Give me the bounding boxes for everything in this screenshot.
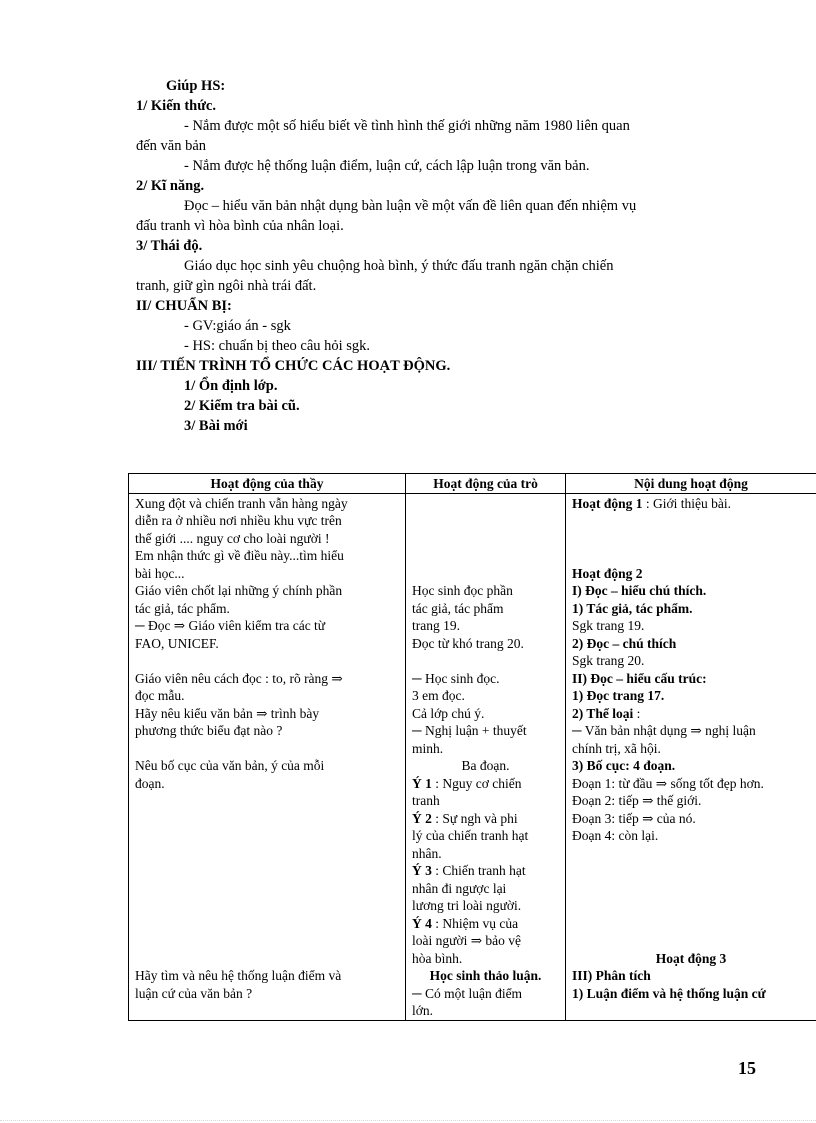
content-line: chính trị, xã hội. (572, 740, 661, 756)
table-header-row (129, 474, 816, 494)
content-line: Đoạn 4: còn lại. (572, 828, 659, 843)
preparation-line: - GV:giáo án - sgk (184, 318, 291, 334)
content-line: I) Đọc – hiểu chú thích. (572, 583, 707, 598)
content-line: ─ Văn bản nhật dụng ⇒ nghị luận (572, 723, 756, 738)
content-column (566, 493, 816, 1020)
activity-text: : Giới thiệu bài. (645, 495, 732, 511)
student-line: nhân đi ngược lại (412, 880, 507, 896)
content-line: III) Phân tích (572, 968, 651, 983)
lesson-activity-table (128, 473, 816, 1021)
teacher-line: Hãy tìm và nêu hệ thống luận điểm và (135, 968, 342, 983)
teacher-line: Hãy nêu kiểu văn bản ⇒ trình bày (135, 705, 320, 721)
header-content: Nội dung hoạt động (566, 474, 816, 494)
student-line: Đọc từ khó trang 20. (412, 635, 524, 651)
knowledge-line: - Nắm được một số hiểu biết về tình hình thế giới những năm 1980 liên quan (184, 118, 630, 134)
process-step: 1/ Ổn định lớp. (184, 378, 278, 394)
idea-4 (412, 915, 559, 933)
content-line: 3) Bố cục: 4 đoạn. (572, 758, 676, 773)
student-line: tác giả, tác phẩm (412, 600, 504, 616)
student-line: ─ Có một luận điểm (412, 985, 523, 1001)
idea-text: : Chiến tranh hạt (435, 863, 526, 878)
content-line (572, 705, 810, 723)
teacher-line: Giáo viên chốt lại những ý chính phần (135, 583, 343, 598)
teacher-line: luận cứ của văn bản ? (135, 985, 253, 1001)
student-line: Ba đoạn. (461, 758, 510, 773)
teacher-line: đọc mẫu. (135, 688, 185, 703)
section-skills-title: 2/ Kĩ năng. (136, 178, 205, 194)
process-step: 3/ Bài mới (184, 418, 248, 434)
page-bottom-rule (0, 1120, 816, 1121)
content-line: Đoạn 1: từ đầu ⇒ sống tốt đẹp hơn. (572, 775, 764, 791)
teacher-line: Xung đột và chiến tranh vẫn hàng ngày (135, 495, 348, 511)
preparation-line: - HS: chuẩn bị theo câu hỏi sgk. (184, 338, 371, 354)
teacher-line: Em nhận thức gì về điều này...tìm hiểu (135, 548, 344, 563)
content-line: Sgk trang 20. (572, 653, 645, 668)
activity-2-title: Hoạt động 2 (572, 565, 643, 581)
knowledge-line: - Nắm được hệ thống luận điểm, luận cứ, cách lập luận trong văn bản. (184, 158, 590, 174)
teacher-line: phương thức biểu đạt nào ? (135, 723, 283, 738)
teacher-line: tác giả, tác phẩm. (135, 600, 230, 616)
student-column (406, 493, 566, 1020)
section-process-title: III/ TIẾN TRÌNH TỔ CHỨC CÁC HOẠT ĐỘNG. (136, 358, 451, 374)
content-line: 1) Luận điểm và hệ thống luận cứ (572, 985, 766, 1001)
idea-3 (412, 862, 559, 880)
idea-1 (412, 775, 559, 793)
student-line: lương tri loài người. (412, 898, 522, 913)
activity-3-title: Hoạt động 3 (655, 950, 727, 966)
content-line: 2) Đọc – chú thích (572, 635, 677, 651)
student-line: Cả lớp chú ý. (412, 705, 485, 721)
content-line: 1) Tác giả, tác phẩm. (572, 600, 693, 616)
student-line: minh. (412, 740, 444, 756)
content-line: II) Đọc – hiểu cấu trúc: (572, 670, 707, 686)
student-line: ─ Nghị luận + thuyết (412, 723, 527, 738)
content-line: 1) Đọc trang 17. (572, 688, 665, 703)
teacher-column (129, 493, 406, 1020)
content-line: Đoạn 2: tiếp ⇒ thế giới. (572, 793, 702, 808)
header-student: Hoạt động của trò (406, 474, 566, 494)
idea-text: : Nhiệm vụ của (435, 915, 519, 931)
skills-line: đấu tranh vì hòa bình của nhân loại. (136, 218, 344, 234)
section-preparation-title: II/ CHUẨN BỊ: (136, 298, 232, 314)
content-line: Sgk trang 19. (572, 618, 645, 633)
idea-text: : Sự ngh và phi (435, 810, 518, 826)
content-line: Đoạn 3: tiếp ⇒ của nó. (572, 810, 696, 826)
idea-label: Ý 2 (412, 810, 432, 826)
teacher-line: Nêu bố cục của văn bản, ý của mỗi (135, 758, 325, 773)
process-step: 2/ Kiểm tra bài cũ. (184, 398, 300, 414)
teacher-line: bài học... (135, 565, 185, 581)
genre-colon: : (636, 705, 641, 721)
idea-2 (412, 810, 559, 828)
idea-label: Ý 1 (412, 775, 432, 791)
student-line: lý của chiến tranh hạt (412, 828, 529, 843)
teacher-line: FAO, UNICEF. (135, 635, 219, 651)
section-knowledge-title: 1/ Kiến thức. (136, 98, 216, 114)
student-line: hòa bình. (412, 950, 463, 966)
student-line: tranh (412, 793, 440, 808)
attitude-line: Giáo dục học sinh yêu chuộng hoà bình, ý thức đấu tranh ngăn chặn chiến (184, 258, 614, 274)
page-number: 15 (738, 1058, 756, 1078)
teacher-line: đoạn. (135, 775, 165, 791)
header-teacher: Hoạt động của thầy (129, 474, 406, 494)
student-line: Học sinh đọc phần (412, 583, 513, 598)
student-discuss: Học sinh thảo luận. (429, 968, 542, 983)
intro-heading: Giúp HS: (166, 78, 226, 94)
genre-label: 2) Thể loại (572, 705, 634, 721)
skills-line: Đọc – hiểu văn bản nhật dụng bàn luận về một vấn đề liên quan đến nhiệm vụ (184, 198, 637, 214)
teacher-line: thế giới .... nguy cơ cho loài người ! (135, 530, 330, 546)
student-line: lớn. (412, 1003, 434, 1018)
section-attitude-title: 3/ Thái độ. (136, 238, 203, 254)
teacher-line: ─ Đọc ⇒ Giáo viên kiểm tra các từ (135, 618, 326, 633)
teacher-line: Giáo viên nêu cách đọc : to, rõ ràng ⇒ (135, 670, 343, 686)
idea-label: Ý 3 (412, 863, 432, 878)
attitude-line: tranh, giữ gìn ngôi nhà trái đất. (136, 278, 317, 294)
student-line: nhân. (412, 845, 442, 861)
student-line: 3 em đọc. (412, 688, 465, 703)
student-line: ─ Học sinh đọc. (412, 670, 500, 686)
idea-text: : Nguy cơ chiến (435, 775, 522, 791)
activity-1 (572, 495, 810, 513)
teacher-line: diễn ra ở nhiều nơi nhiều khu vực trên (135, 513, 342, 528)
activity-label: Hoạt động 1 (572, 495, 643, 511)
table-body-row (129, 493, 816, 1020)
student-line: loài người ⇒ bảo vệ (412, 933, 521, 948)
knowledge-line: đến văn bản (136, 138, 207, 154)
student-line: trang 19. (412, 618, 460, 633)
idea-label: Ý 4 (412, 915, 432, 931)
